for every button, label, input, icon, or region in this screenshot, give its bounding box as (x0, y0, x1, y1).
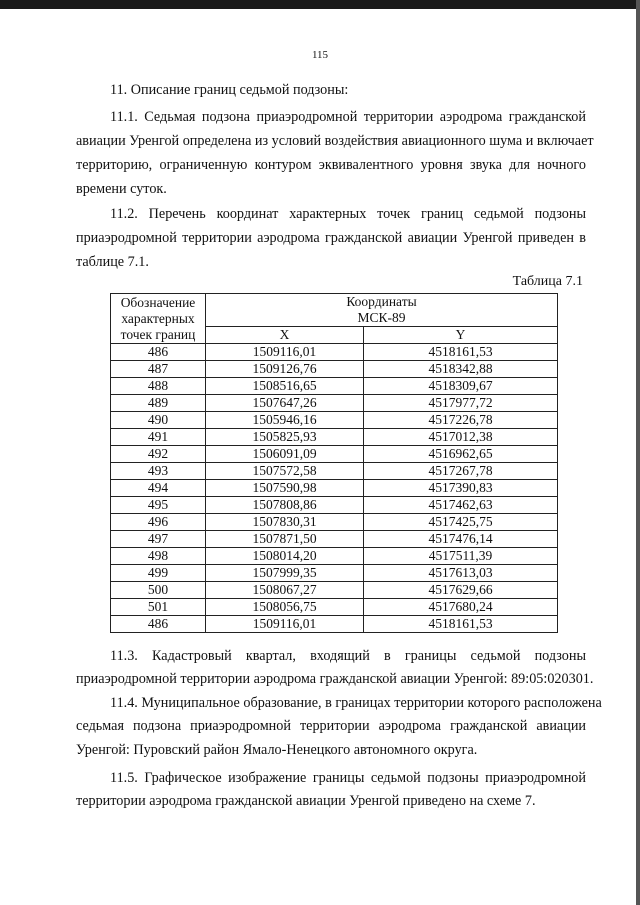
point-cell: 487 (111, 361, 206, 378)
page-number: 115 (311, 49, 329, 61)
y-cell: 4516962,65 (364, 446, 558, 463)
y-cell: 4517511,39 (364, 548, 558, 565)
table-row (111, 480, 558, 497)
point-cell: 492 (111, 446, 206, 463)
y-cell: 4517390,83 (364, 480, 558, 497)
para-11-4-line: седьмая подзона приаэродромной территории аэродрома гражданской авиации (76, 718, 586, 734)
table-row (111, 514, 558, 531)
col-point-header (111, 294, 206, 344)
x-cell: 1507871,50 (206, 531, 364, 548)
x-cell: 1505946,16 (206, 412, 364, 429)
point-cell: 486 (111, 344, 206, 361)
point-cell: 494 (111, 480, 206, 497)
x-cell: 1507572,58 (206, 463, 364, 480)
header-line: характерных (121, 310, 195, 326)
para-11-5-line: территории аэродрома гражданской авиации Уренгой приведено на схеме 7. (76, 793, 536, 809)
table-row (111, 582, 558, 599)
point-cell: 489 (111, 395, 206, 412)
x-cell: 1507647,26 (206, 395, 364, 412)
x-cell: 1509126,76 (206, 361, 364, 378)
x-cell: 1508014,20 (206, 548, 364, 565)
point-cell: 498 (111, 548, 206, 565)
x-cell: 1507590,98 (206, 480, 364, 497)
x-cell: 1507999,35 (206, 565, 364, 582)
table-row (111, 599, 558, 616)
section-heading: 11. Описание границ седьмой подзоны: (110, 82, 349, 98)
para-11-1-line: территорию, ограниченную контуром эквивалентного уровня звука для ночного (76, 157, 586, 173)
table-row (111, 378, 558, 395)
para-11-3-line: 11.3. Кадастровый квартал, входящий в границы седьмой подзоны (110, 648, 586, 664)
table-row (111, 344, 558, 361)
x-cell: 1507830,31 (206, 514, 364, 531)
para-11-3-line: приаэродромной территории аэродрома гражданской авиации Уренгой: 89:05:020301. (76, 671, 594, 687)
x-cell: 1508056,75 (206, 599, 364, 616)
table-row (111, 412, 558, 429)
header-line: Координаты (346, 294, 417, 309)
table-row (111, 548, 558, 565)
point-cell: 490 (111, 412, 206, 429)
table-row (111, 463, 558, 480)
scan-right-edge (636, 0, 640, 905)
point-cell: 486 (111, 616, 206, 633)
table-row (111, 395, 558, 412)
y-cell: 4517226,78 (364, 412, 558, 429)
y-cell: 4517476,14 (364, 531, 558, 548)
para-11-2-line: 11.2. Перечень координат характерных точек границ седьмой подзоны (110, 206, 586, 222)
y-cell: 4517012,38 (364, 429, 558, 446)
x-cell: 1508516,65 (206, 378, 364, 395)
table-row (111, 497, 558, 514)
table-row (111, 446, 558, 463)
x-header: X (206, 327, 364, 344)
point-cell: 488 (111, 378, 206, 395)
y-cell: 4518161,53 (364, 344, 558, 361)
y-cell: 4517613,03 (364, 565, 558, 582)
point-cell: 493 (111, 463, 206, 480)
y-cell: 4517462,63 (364, 497, 558, 514)
point-cell: 495 (111, 497, 206, 514)
para-11-1-line: времени суток. (76, 181, 167, 197)
x-cell: 1506091,09 (206, 446, 364, 463)
coords-header (206, 294, 558, 327)
x-cell: 1509116,01 (206, 616, 364, 633)
header-line: Обозначение (120, 294, 196, 310)
point-cell: 499 (111, 565, 206, 582)
y-cell: 4518161,53 (364, 616, 558, 633)
coordinates-table (110, 293, 558, 633)
scan-top-border (0, 0, 640, 9)
header-line: МСК-89 (357, 310, 406, 325)
point-cell: 497 (111, 531, 206, 548)
y-cell: 4517977,72 (364, 395, 558, 412)
table-row (111, 531, 558, 548)
table-row (111, 429, 558, 446)
header-line: точек границ (120, 326, 196, 342)
y-cell: 4517425,75 (364, 514, 558, 531)
para-11-1-line: авиации Уренгой определена из условий воздействия авиационного шума и включает (76, 133, 594, 149)
y-cell: 4518342,88 (364, 361, 558, 378)
para-11-5-line: 11.5. Графическое изображение границы седьмой подзоны приаэродромной (110, 770, 586, 786)
para-11-4-line: 11.4. Муниципальное образование, в границах территории которого расположена (110, 695, 602, 711)
x-cell: 1508067,27 (206, 582, 364, 599)
x-cell: 1507808,86 (206, 497, 364, 514)
table-caption: Таблица 7.1 (512, 274, 583, 289)
table-row (111, 565, 558, 582)
y-cell: 4518309,67 (364, 378, 558, 395)
y-cell: 4517267,78 (364, 463, 558, 480)
table-row (111, 361, 558, 378)
point-cell: 501 (111, 599, 206, 616)
x-cell: 1509116,01 (206, 344, 364, 361)
table-row (111, 616, 558, 633)
para-11-4-line: Уренгой: Пуровский район Ямало-Ненецкого автономного округа. (76, 742, 478, 758)
x-cell: 1505825,93 (206, 429, 364, 446)
y-header: Y (364, 327, 558, 344)
point-cell: 491 (111, 429, 206, 446)
point-cell: 496 (111, 514, 206, 531)
para-11-2-line: таблице 7.1. (76, 254, 149, 270)
para-11-1-line: 11.1. Седьмая подзона приаэродромной территории аэродрома гражданской (110, 109, 586, 125)
y-cell: 4517629,66 (364, 582, 558, 599)
point-cell: 500 (111, 582, 206, 599)
y-cell: 4517680,24 (364, 599, 558, 616)
para-11-2-line: приаэродромной территории аэродрома гражданской авиации Уренгой приведен в (76, 230, 586, 246)
